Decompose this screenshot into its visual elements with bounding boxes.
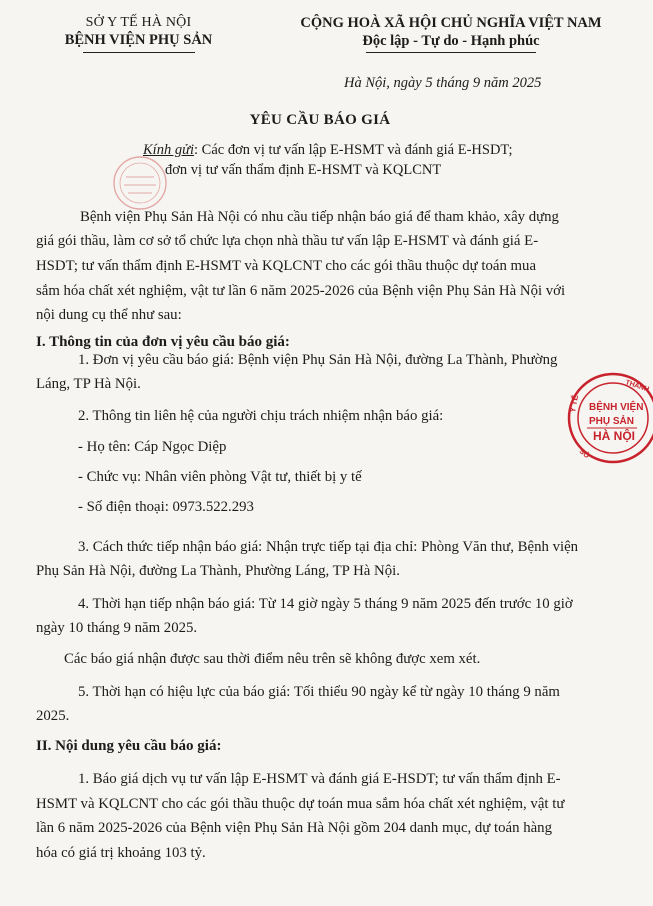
section-1-line: 1. Đơn vị yêu cầu báo giá: Bệnh viện Phụ Sản Hà Nội, đường La Thành, Phường — [78, 352, 558, 368]
document-date: Hà Nội, ngày 5 tháng 9 năm 2025 — [344, 75, 542, 91]
issuer-header — [36, 14, 241, 53]
section-1-line: - Chức vụ: Nhân viên phòng Vật tư, thiết bị y tế — [78, 469, 362, 485]
ministry-name: SỞ Y TẾ HÀ NỘI — [85, 15, 192, 30]
intro-line: giá gói thầu, làm cơ sở tổ chức lựa chọn nhà thầu tư vấn lập E-HSMT và đánh giá E- — [36, 233, 539, 249]
greeting-line-1 — [143, 140, 513, 160]
section-1-line: 2. Thông tin liên hệ của người chịu trách nhiệm nhận báo giá: — [78, 408, 444, 424]
national-motto: Độc lập - Tự do - Hạnh phúc — [362, 33, 540, 49]
section-2-line: lần 6 năm 2025-2026 của Bệnh viện Phụ Sản Hà Nội gồm 204 danh mục, dự toán hàng — [36, 820, 552, 836]
greeting-label: Kính gửi — [143, 142, 195, 158]
section-1-line: Phụ Sản Hà Nội, đường La Thành, Phường Láng, TP Hà Nội. — [36, 563, 400, 579]
seal-text-bottom: HÀ NỘI — [593, 429, 635, 443]
issuer-underline — [83, 52, 195, 53]
nation-name: CỘNG HOÀ XÃ HỘI CHỦ NGHĨA VIỆT NAM — [300, 15, 602, 31]
seal-text-top: BỆNH VIỆN — [589, 402, 644, 413]
greeting — [143, 140, 513, 180]
seal-text-mid: PHỤ SẢN — [589, 416, 635, 427]
seal-ring-bottom: SỞ — [577, 448, 591, 461]
motto-underline — [366, 52, 536, 53]
hospital-name: BỆNH VIỆN PHỤ SẢN — [64, 32, 213, 48]
section-1-line: 2025. — [36, 708, 70, 724]
intro-line: Bệnh viện Phụ Sản Hà Nội có nhu cầu tiếp nhận báo giá để tham khảo, xây dựng — [80, 209, 559, 225]
section-2-heading: II. Nội dung yêu cầu báo giá: — [36, 738, 222, 754]
section-2-line: hóa có giá trị khoảng 103 tỷ. — [36, 845, 206, 861]
national-header — [270, 14, 632, 53]
intro-line: HSDT; tư vấn thẩm định E-HSMT và KQLCNT cho các gói thầu thuộc dự toán mua — [36, 258, 537, 274]
seal-ring-left: Y TẾ — [568, 394, 581, 414]
section-1-line: - Họ tên: Cáp Ngọc Diệp — [78, 439, 227, 455]
section-1-line: 3. Cách thức tiếp nhận báo giá: Nhận trực tiếp tại địa chỉ: Phòng Văn thư, Bệnh viện — [78, 539, 579, 555]
greeting-recipients-1: : Các đơn vị tư vấn lập E-HSMT và đánh giá E-HSDT; — [194, 142, 513, 158]
section-1-line: Láng, TP Hà Nội. — [36, 376, 141, 392]
hospital-seal-icon — [567, 368, 653, 468]
section-1-line: 4. Thời hạn tiếp nhận báo giá: Từ 14 giờ ngày 5 tháng 9 năm 2025 đến trước 10 giờ — [78, 596, 573, 612]
small-stamp-icon — [112, 153, 168, 213]
section-1-line: Các báo giá nhận được sau thời điểm nêu trên sẽ không được xem xét. — [64, 651, 481, 667]
section-1-line: 5. Thời hạn có hiệu lực của báo giá: Tối thiểu 90 ngày kể từ ngày 10 tháng 9 năm — [78, 684, 560, 700]
section-2-line: HSMT và KQLCNT cho các gói thầu thuộc dự toán mua sắm hóa chất xét nghiệm, vật tư — [36, 796, 565, 812]
intro-line: nội dung cụ thể như sau: — [36, 307, 182, 323]
section-1-line: - Số điện thoại: 0973.522.293 — [78, 499, 254, 515]
section-1-heading: I. Thông tin của đơn vị yêu cầu báo giá: — [36, 334, 290, 350]
seal-ring-top: THÀNH — [624, 379, 650, 394]
greeting-recipients-2: đơn vị tư vấn thẩm định E-HSMT và KQLCNT — [165, 162, 442, 178]
document-title: YÊU CẦU BÁO GIÁ — [249, 112, 391, 128]
section-2-line: 1. Báo giá dịch vụ tư vấn lập E-HSMT và đánh giá E-HSDT; tư vấn thẩm định E- — [78, 771, 561, 787]
intro-line: sắm hóa chất xét nghiệm, vật tư lần 6 năm 2025-2026 của Bệnh viện Phụ Sản Hà Nội với — [36, 283, 566, 299]
section-1-line: ngày 10 tháng 9 năm 2025. — [36, 620, 198, 636]
